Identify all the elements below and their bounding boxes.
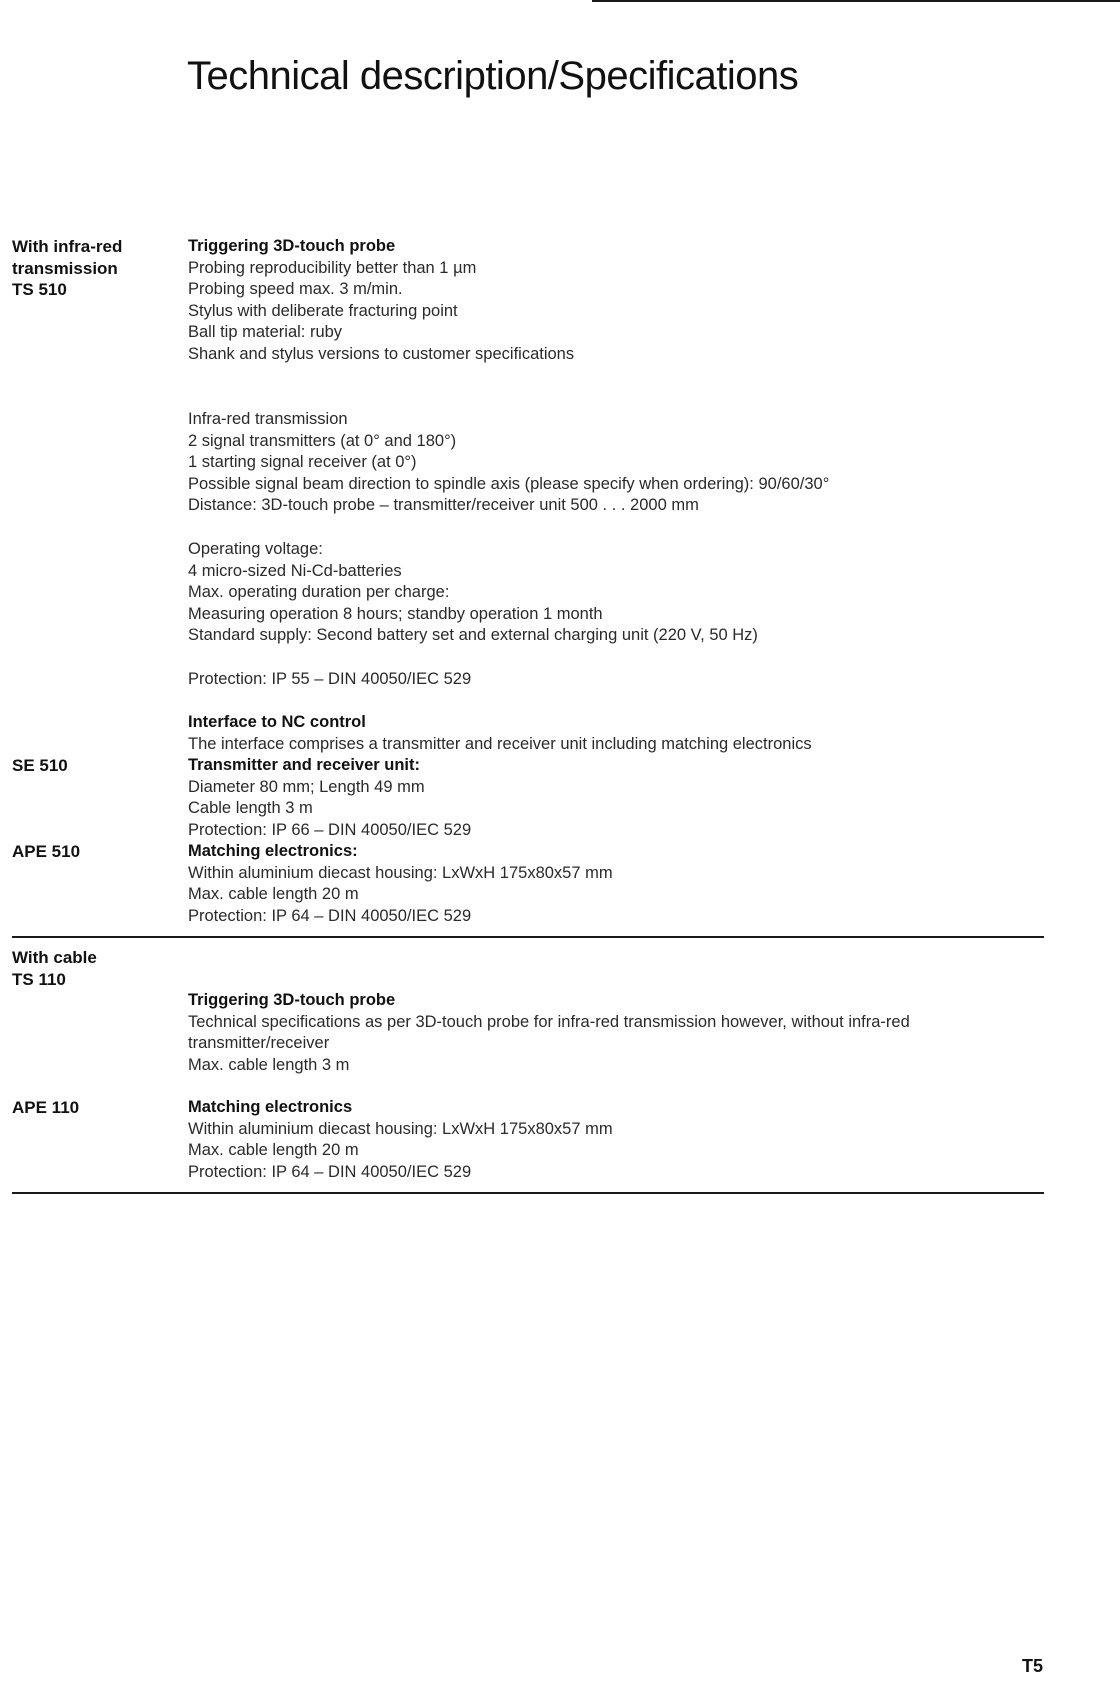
ts510-probe-line: Shank and stylus versions to customer specifications <box>188 344 575 363</box>
ts510-ir-line: Possible signal beam direction to spindle axis (please specify when ordering): 90/60/30° <box>188 474 830 493</box>
ape510-line: Max. cable length 20 m <box>188 885 359 904</box>
ts510-ir-line: Distance: 3D-touch probe – transmitter/receiver unit 500 . . . 2000 mm <box>188 496 699 515</box>
ts110-label-line: With cable <box>12 948 97 967</box>
ts510-ir-line: Infra-red transmission <box>188 410 348 428</box>
ts510-probe-block <box>188 236 574 366</box>
interface-text: The interface comprises a transmitter and receiver unit including matching electronics <box>188 734 812 753</box>
ts510-ir-line: 1 starting signal receiver (at 0°) <box>188 453 417 472</box>
ts510-probe-line: Stylus with deliberate fracturing point <box>188 301 458 320</box>
ts510-probe-line: Probing reproducibility better than 1 µm <box>188 258 477 277</box>
ts110-cable: Max. cable length 3 m <box>188 1055 350 1074</box>
se510-label: SE 510 <box>12 756 68 775</box>
ts510-label-line: TS 510 <box>12 280 67 300</box>
ape510-heading: Matching electronics: <box>188 842 358 860</box>
ts110-heading: Triggering 3D-touch probe <box>188 991 396 1009</box>
interface-heading: Interface to NC control <box>188 713 366 731</box>
section-divider <box>12 936 1044 938</box>
ape510-block <box>188 841 613 927</box>
ape510-line: Protection: IP 64 – DIN 40050/IEC 529 <box>188 906 472 925</box>
ts510-probe-heading: Triggering 3D-touch probe <box>188 237 396 255</box>
se510-heading: Transmitter and receiver unit: <box>188 756 420 774</box>
ts510-voltage-line: Operating voltage: <box>188 540 323 558</box>
ape110-line: Within aluminium diecast housing: LxWxH 175x80x57 mm <box>188 1119 613 1138</box>
ts110-label-line: TS 110 <box>12 969 66 989</box>
ts510-probe-line: Ball tip material: ruby <box>188 323 343 342</box>
ape510-line: Within aluminium diecast housing: LxWxH 175x80x57 mm <box>188 863 613 882</box>
page-number: T5 <box>1022 1656 1044 1676</box>
ts510-label-line: transmission <box>12 258 118 278</box>
ts510-ir-line: 2 signal transmitters (at 0° and 180°) <box>188 431 457 450</box>
bottom-divider <box>12 1192 1044 1194</box>
ape110-label: APE 110 <box>12 1098 80 1117</box>
ape110-line: Max. cable length 20 m <box>188 1141 359 1160</box>
ts510-protection-block <box>188 669 471 691</box>
se510-line: Protection: IP 66 – DIN 40050/IEC 529 <box>188 820 472 839</box>
ts510-protection: Protection: IP 55 – DIN 40050/IEC 529 <box>188 670 472 688</box>
se510-line: Diameter 80 mm; Length 49 mm <box>188 777 425 796</box>
ape110-heading: Matching electronics <box>188 1098 353 1116</box>
ape510-label: APE 510 <box>12 842 81 861</box>
ts510-voltage-line: Measuring operation 8 hours; standby operation 1 month <box>188 604 603 623</box>
page-title: Technical description/Specifications <box>187 54 799 98</box>
ts510-label-line: With infra-red <box>12 237 123 256</box>
ts510-voltage-line: Max. operating duration per charge: <box>188 583 450 602</box>
se510-block <box>188 755 471 841</box>
ts510-probe-line: Probing speed max. 3 m/min. <box>188 280 403 299</box>
top-rule <box>592 0 1120 2</box>
ts510-label <box>12 236 122 301</box>
se510-line: Cable length 3 m <box>188 799 313 818</box>
ts110-label <box>12 947 97 990</box>
ts510-voltage-block <box>188 539 758 647</box>
ape110-block <box>188 1097 613 1183</box>
ape110-line: Protection: IP 64 – DIN 40050/IEC 529 <box>188 1162 472 1181</box>
ts510-voltage-line: 4 micro-sized Ni-Cd-batteries <box>188 561 402 580</box>
ts510-ir-block <box>188 409 829 517</box>
ts110-block <box>188 990 1048 1076</box>
interface-block <box>188 712 812 755</box>
ts510-voltage-line: Standard supply: Second battery set and external charging unit (220 V, 50 Hz) <box>188 626 758 645</box>
ts110-text: Technical specifications as per 3D-touch probe for infra-red transmission however, without infra-red transmitter/receiver <box>188 1012 910 1053</box>
